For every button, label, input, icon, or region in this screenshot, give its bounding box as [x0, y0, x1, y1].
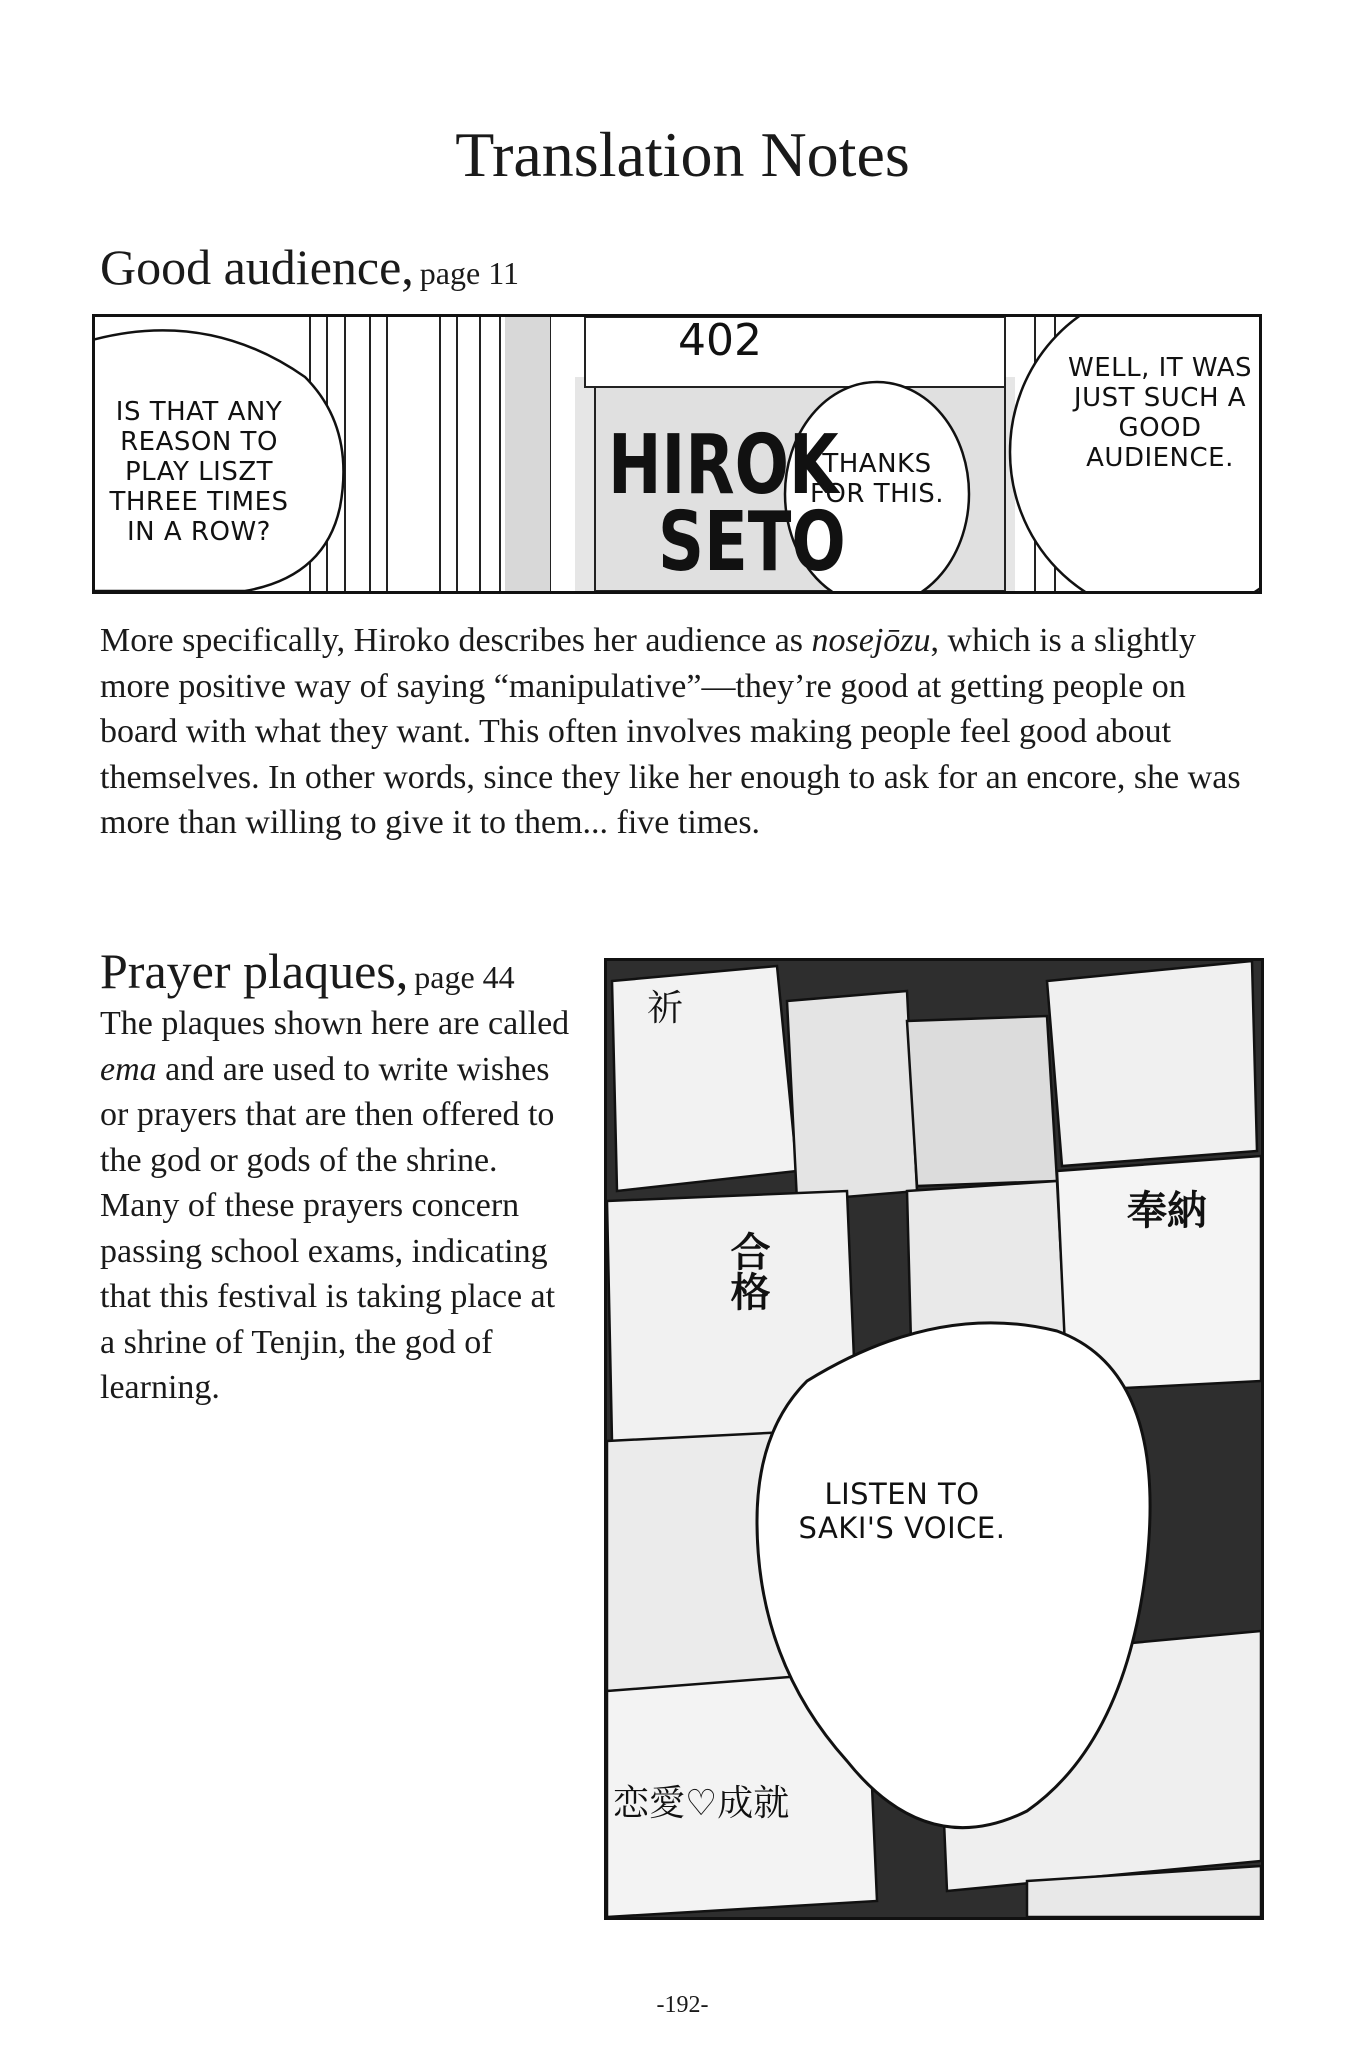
manga-panel-prayer-plaques	[604, 958, 1264, 1920]
note-text-end: , which is a slightly more positive way of saying “manipulative”—they’re good at getting people on board with what they want. This often involves making people feel good about themselves. In other words, since they like her enough to ask for an encore, she was more than willing to give it to them... five times.	[100, 622, 1241, 841]
note-term: nosejōzu	[811, 622, 931, 659]
note-term: ema	[100, 1050, 157, 1088]
page-number: -192-	[656, 1992, 709, 2018]
speech-bubble-center: LISTEN TO SAKI'S VOICE.	[798, 1477, 1006, 1545]
good-audience-note	[100, 618, 1270, 846]
section-heading-good-audience	[100, 238, 519, 296]
plaque-text-3: 恋愛♡成就	[613, 1783, 790, 1824]
note-text-start: More specifically, Hiroko describes her audience as	[100, 622, 812, 659]
plaque-text-1: 合格	[724, 1231, 770, 1311]
manga-panel-good-audience	[92, 314, 1262, 594]
note-text-end: and are used to write wishes or prayers that are then offered to the god or gods of the shrine. Many of these prayers concern passing school exams, indicating that this festival is taking place at a shrine of Tenjin, the god of learning.	[100, 1050, 556, 1406]
page-title: Translation Notes	[455, 119, 910, 190]
section-heading-text: Good audience,	[100, 239, 414, 295]
sign-name-line-2: SETO	[658, 495, 846, 590]
section-page-ref: page 44	[414, 959, 515, 995]
plaque-text-2: 奉納	[1127, 1188, 1207, 1234]
section-heading-text: Prayer plaques,	[100, 943, 409, 999]
prayer-plaques-note	[100, 1001, 570, 1411]
sign-room-number: 402	[678, 315, 762, 366]
sign-name-line-1: HIROK	[608, 418, 839, 513]
panel-artwork	[607, 961, 1261, 1917]
section-heading-prayer-plaques	[100, 942, 515, 1000]
plaque-text-4: 祈	[647, 988, 684, 1029]
note-text-start: The plaques shown here are called	[100, 1005, 570, 1042]
speech-bubble-center: THANKS FOR THIS.	[809, 449, 945, 509]
section-page-ref: page 11	[419, 255, 519, 291]
speech-bubble-right: WELL, IT WAS JUST SUCH A GOOD AUDIENCE.	[1067, 353, 1253, 473]
speech-bubble-left: IS THAT ANY REASON TO PLAY LISZT THREE TIMES IN A ROW?	[109, 397, 289, 547]
